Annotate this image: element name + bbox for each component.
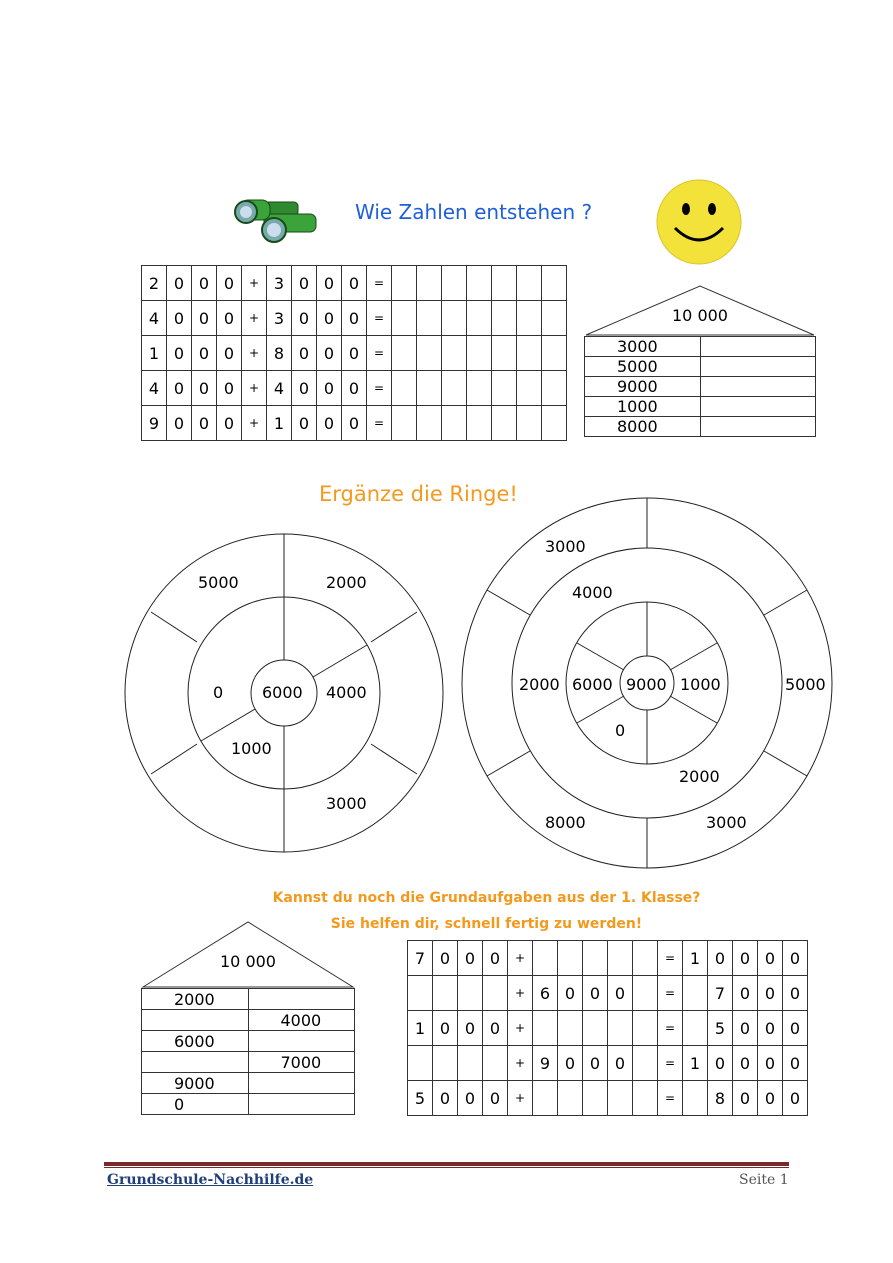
- grid-cell[interactable]: 0: [583, 976, 608, 1011]
- house-cell-right[interactable]: [700, 337, 816, 357]
- grid-row: [142, 336, 567, 371]
- grid-cell[interactable]: +: [508, 1081, 533, 1116]
- grid-cell[interactable]: 0: [292, 336, 317, 371]
- grid-cell[interactable]: 0: [433, 1081, 458, 1116]
- number-house-2: [141, 920, 355, 1115]
- grid-cell[interactable]: 0: [783, 976, 808, 1011]
- grid-cell[interactable]: 0: [783, 1046, 808, 1081]
- grid-cell[interactable]: 0: [317, 266, 342, 301]
- grid-cell[interactable]: 0: [342, 406, 367, 441]
- grid-cell[interactable]: 0: [608, 1046, 633, 1081]
- house-cell-right[interactable]: [248, 989, 355, 1010]
- grid-cell[interactable]: 0: [192, 371, 217, 406]
- grid-cell[interactable]: 0: [192, 266, 217, 301]
- grid-cell[interactable]: 0: [758, 976, 783, 1011]
- grid-row: [142, 406, 567, 441]
- house-row: [585, 417, 816, 437]
- grid-cell[interactable]: 5: [708, 1011, 733, 1046]
- grid-cell[interactable]: [442, 301, 467, 336]
- grid-cell[interactable]: 0: [292, 266, 317, 301]
- grid-cell[interactable]: 0: [558, 976, 583, 1011]
- grid-cell[interactable]: 0: [167, 371, 192, 406]
- page-title: Wie Zahlen entstehen ?: [355, 200, 593, 224]
- grid-cell[interactable]: [633, 976, 658, 1011]
- grid-cell[interactable]: 0: [217, 266, 242, 301]
- house-cell-left[interactable]: 9000: [142, 1073, 249, 1094]
- grid-cell[interactable]: [492, 301, 517, 336]
- ring-right-label: 5000: [785, 675, 826, 694]
- addition-grid-1: [141, 265, 567, 441]
- house-cell-left[interactable]: [142, 1010, 249, 1031]
- grid-cell[interactable]: 8: [708, 1081, 733, 1116]
- grid-cell[interactable]: [417, 406, 442, 441]
- ring-left-label: 1000: [231, 739, 272, 758]
- grid-cell[interactable]: [467, 371, 492, 406]
- grid-cell[interactable]: [533, 1011, 558, 1046]
- grid-cell[interactable]: [542, 266, 567, 301]
- house-cell-left[interactable]: 8000: [585, 417, 701, 437]
- grid-cell[interactable]: [433, 976, 458, 1011]
- grid-cell[interactable]: 5: [408, 1081, 433, 1116]
- grid-cell[interactable]: [417, 301, 442, 336]
- grid-cell[interactable]: 1: [408, 1011, 433, 1046]
- ring-right-label: 3000: [706, 813, 747, 832]
- grid-cell[interactable]: [392, 301, 417, 336]
- grid-cell[interactable]: =: [367, 336, 392, 371]
- grid-cell[interactable]: 4: [267, 371, 292, 406]
- grid-cell[interactable]: [558, 1081, 583, 1116]
- grid-cell[interactable]: 0: [783, 1011, 808, 1046]
- grid-cell[interactable]: [683, 1081, 708, 1116]
- grid-cell[interactable]: 0: [558, 1046, 583, 1081]
- house-cell-left[interactable]: 2000: [142, 989, 249, 1010]
- task2-heading: [0, 885, 893, 937]
- house-cell-left[interactable]: 6000: [142, 1031, 249, 1052]
- grid-cell[interactable]: [633, 1011, 658, 1046]
- grid-cell[interactable]: 0: [458, 941, 483, 976]
- grid-cell[interactable]: +: [242, 406, 267, 441]
- grid-cell[interactable]: +: [508, 976, 533, 1011]
- house-cell-right[interactable]: [700, 397, 816, 417]
- footer-rule-thin: [104, 1167, 789, 1168]
- grid-cell[interactable]: 0: [708, 941, 733, 976]
- grid-cell[interactable]: [608, 1081, 633, 1116]
- number-house-1: [584, 284, 816, 437]
- grid-cell[interactable]: 0: [217, 371, 242, 406]
- house-cell-right[interactable]: [700, 357, 816, 377]
- ring-right-label: 1000: [680, 675, 721, 694]
- grid-cell[interactable]: [633, 1046, 658, 1081]
- grid-cell[interactable]: [417, 336, 442, 371]
- grid-cell[interactable]: [492, 336, 517, 371]
- grid-row: [408, 976, 808, 1011]
- grid-cell[interactable]: [467, 301, 492, 336]
- house-row: [142, 1094, 355, 1115]
- grid-cell[interactable]: 7: [708, 976, 733, 1011]
- grid-cell[interactable]: 0: [192, 336, 217, 371]
- house-row: [585, 337, 816, 357]
- ring-left-label: 4000: [326, 683, 367, 702]
- ring-left-label: 0: [213, 683, 224, 702]
- grid-cell[interactable]: [542, 336, 567, 371]
- grid-cell[interactable]: 0: [433, 941, 458, 976]
- grid-cell[interactable]: 0: [192, 301, 217, 336]
- grid-cell[interactable]: 0: [317, 371, 342, 406]
- grid-cell[interactable]: 9: [142, 406, 167, 441]
- grid-cell[interactable]: 9: [533, 1046, 558, 1081]
- grid-cell[interactable]: 0: [608, 976, 633, 1011]
- house-cell-right[interactable]: [700, 417, 816, 437]
- grid-cell[interactable]: [442, 266, 467, 301]
- addition-grid-2: [407, 940, 808, 1116]
- grid-cell[interactable]: =: [367, 371, 392, 406]
- grid-cell[interactable]: 8: [267, 336, 292, 371]
- grid-cell[interactable]: 0: [483, 1081, 508, 1116]
- grid-cell[interactable]: +: [242, 266, 267, 301]
- grid-cell[interactable]: [558, 941, 583, 976]
- grid-cell[interactable]: [533, 941, 558, 976]
- grid-cell[interactable]: 0: [733, 1081, 758, 1116]
- grid-cell[interactable]: [583, 1081, 608, 1116]
- grid-cell[interactable]: [517, 301, 542, 336]
- grid-cell[interactable]: [483, 1046, 508, 1081]
- grid-row: [142, 266, 567, 301]
- grid-cell[interactable]: [542, 406, 567, 441]
- grid-cell[interactable]: [483, 976, 508, 1011]
- grid-cell[interactable]: 6: [533, 976, 558, 1011]
- grid-cell[interactable]: [517, 336, 542, 371]
- grid-cell[interactable]: 0: [317, 336, 342, 371]
- task2-heading-line: Sie helfen dir, schnell fertig zu werden!: [330, 916, 643, 932]
- grid-cell[interactable]: [458, 1046, 483, 1081]
- house-cell-right[interactable]: 4000: [248, 1010, 355, 1031]
- grid-cell[interactable]: [542, 371, 567, 406]
- house-row: [142, 1010, 355, 1031]
- house-cell-right[interactable]: [700, 377, 816, 397]
- grid-cell[interactable]: [492, 371, 517, 406]
- grid-cell[interactable]: 0: [292, 371, 317, 406]
- grid-cell[interactable]: 0: [292, 301, 317, 336]
- grid-cell[interactable]: =: [658, 941, 683, 976]
- grid-cell[interactable]: 0: [458, 1081, 483, 1116]
- grid-cell[interactable]: =: [367, 266, 392, 301]
- grid-cell[interactable]: [517, 406, 542, 441]
- grid-cell[interactable]: [392, 406, 417, 441]
- grid-cell[interactable]: 2: [142, 266, 167, 301]
- grid-cell[interactable]: [517, 371, 542, 406]
- grid-cell[interactable]: [542, 301, 567, 336]
- grid-cell[interactable]: =: [658, 1081, 683, 1116]
- grid-cell[interactable]: =: [658, 1046, 683, 1081]
- house-cell-left[interactable]: 9000: [585, 377, 701, 397]
- grid-cell[interactable]: 0: [733, 1046, 758, 1081]
- grid-cell[interactable]: 0: [342, 336, 367, 371]
- ring-right-label: 6000: [572, 675, 613, 694]
- grid-cell[interactable]: 0: [758, 1046, 783, 1081]
- grid-cell[interactable]: 0: [342, 301, 367, 336]
- house-row: [585, 377, 816, 397]
- grid-cell[interactable]: 1: [683, 941, 708, 976]
- grid-cell[interactable]: [417, 266, 442, 301]
- house-row: [142, 989, 355, 1010]
- grid-cell[interactable]: [467, 336, 492, 371]
- grid-cell[interactable]: [608, 1011, 633, 1046]
- grid-cell[interactable]: 0: [483, 1011, 508, 1046]
- grid-cell[interactable]: 0: [217, 406, 242, 441]
- ring-right-label: 3000: [545, 537, 586, 556]
- grid-cell[interactable]: 3: [267, 266, 292, 301]
- grid-cell[interactable]: 0: [167, 266, 192, 301]
- grid-cell[interactable]: [683, 1011, 708, 1046]
- grid-row: [408, 1081, 808, 1116]
- grid-cell[interactable]: [608, 941, 633, 976]
- grid-cell[interactable]: 0: [167, 336, 192, 371]
- grid-cell[interactable]: =: [367, 301, 392, 336]
- grid-cell[interactable]: [442, 371, 467, 406]
- grid-cell[interactable]: [558, 1011, 583, 1046]
- grid-cell[interactable]: 0: [733, 941, 758, 976]
- grid-cell[interactable]: 0: [458, 1011, 483, 1046]
- grid-cell[interactable]: [392, 336, 417, 371]
- grid-cell[interactable]: 0: [733, 1011, 758, 1046]
- grid-cell[interactable]: [633, 1081, 658, 1116]
- grid-cell[interactable]: [408, 976, 433, 1011]
- grid-cell[interactable]: 3: [267, 301, 292, 336]
- grid-cell[interactable]: +: [508, 1046, 533, 1081]
- house-cell-left[interactable]: 5000: [585, 357, 701, 377]
- house-cell-left[interactable]: 1000: [585, 397, 701, 417]
- house-roof-label: 10 000: [672, 306, 728, 325]
- grid-cell[interactable]: 0: [758, 941, 783, 976]
- grid-cell[interactable]: [583, 1011, 608, 1046]
- grid-cell[interactable]: +: [508, 1011, 533, 1046]
- grid-cell[interactable]: [467, 406, 492, 441]
- grid-row: [408, 941, 808, 976]
- grid-cell[interactable]: [408, 1046, 433, 1081]
- grid-cell[interactable]: 0: [783, 1081, 808, 1116]
- grid-cell[interactable]: [392, 266, 417, 301]
- grid-cell[interactable]: [458, 976, 483, 1011]
- grid-cell[interactable]: [517, 266, 542, 301]
- grid-cell[interactable]: +: [242, 301, 267, 336]
- grid-cell[interactable]: =: [367, 406, 392, 441]
- grid-cell[interactable]: 1: [683, 1046, 708, 1081]
- ring-right-label: 8000: [545, 813, 586, 832]
- grid-cell[interactable]: [533, 1081, 558, 1116]
- grid-cell[interactable]: 0: [758, 1011, 783, 1046]
- grid-cell[interactable]: 0: [758, 1081, 783, 1116]
- house-row: [585, 397, 816, 417]
- grid-cell[interactable]: 0: [708, 1046, 733, 1081]
- grid-row: [408, 1046, 808, 1081]
- house-row: [142, 1052, 355, 1073]
- grid-cell[interactable]: 1: [142, 336, 167, 371]
- house-cell-left[interactable]: 3000: [585, 337, 701, 357]
- grid-cell[interactable]: 0: [733, 976, 758, 1011]
- house-row: [142, 1031, 355, 1052]
- grid-cell[interactable]: 4: [142, 371, 167, 406]
- ring-left-center: 6000: [262, 683, 303, 702]
- house-cell-right[interactable]: [248, 1031, 355, 1052]
- grid-cell[interactable]: 0: [433, 1011, 458, 1046]
- grid-cell[interactable]: [467, 266, 492, 301]
- house-row: [585, 357, 816, 377]
- grid-row: [142, 371, 567, 406]
- grid-cell[interactable]: +: [242, 336, 267, 371]
- ring-right-label: 0: [615, 721, 626, 740]
- grid-cell[interactable]: +: [508, 941, 533, 976]
- grid-cell[interactable]: [442, 406, 467, 441]
- grid-cell[interactable]: [442, 336, 467, 371]
- house-cell-right[interactable]: [248, 1094, 355, 1115]
- grid-cell[interactable]: [433, 1046, 458, 1081]
- binoculars-icon: [230, 192, 324, 244]
- smiley-icon: [655, 178, 743, 266]
- grid-row: [142, 301, 567, 336]
- ring-right-label: 2000: [679, 767, 720, 786]
- rings-title: Ergänze die Ringe!: [319, 482, 518, 506]
- grid-cell[interactable]: 7: [408, 941, 433, 976]
- grid-cell[interactable]: 0: [217, 336, 242, 371]
- grid-cell[interactable]: 1: [267, 406, 292, 441]
- grid-cell[interactable]: 0: [483, 941, 508, 976]
- page-number: Seite 1: [739, 1172, 789, 1188]
- grid-cell[interactable]: 0: [292, 406, 317, 441]
- grid-cell[interactable]: 0: [342, 266, 367, 301]
- house-cell-right[interactable]: 7000: [248, 1052, 355, 1073]
- grid-cell[interactable]: [633, 941, 658, 976]
- ring-left-label: 5000: [198, 573, 239, 592]
- house-cell-left[interactable]: [142, 1052, 249, 1073]
- grid-cell[interactable]: 0: [317, 301, 342, 336]
- house-cell-right[interactable]: [248, 1073, 355, 1094]
- ring-right-label: 2000: [519, 675, 560, 694]
- ring-right-label: 4000: [572, 583, 613, 602]
- grid-cell[interactable]: =: [658, 976, 683, 1011]
- ring-right-center: 9000: [626, 675, 667, 694]
- grid-cell[interactable]: 0: [167, 301, 192, 336]
- grid-cell[interactable]: 0: [192, 406, 217, 441]
- ring-left-label: 3000: [326, 794, 367, 813]
- grid-cell[interactable]: [417, 371, 442, 406]
- grid-cell[interactable]: 4: [142, 301, 167, 336]
- task2-heading-line: Kannst du noch die Grundaufgaben aus der 1. Klasse?: [272, 890, 701, 906]
- grid-cell[interactable]: [683, 976, 708, 1011]
- house-row: [142, 1073, 355, 1094]
- footer-rule: [104, 1162, 789, 1166]
- house-roof-label: 10 000: [220, 952, 276, 971]
- grid-cell[interactable]: +: [242, 371, 267, 406]
- grid-cell[interactable]: 0: [317, 406, 342, 441]
- grid-cell[interactable]: [492, 266, 517, 301]
- grid-cell[interactable]: 0: [217, 301, 242, 336]
- ring-left-label: 2000: [326, 573, 367, 592]
- footer-link[interactable]: Grundschule-Nachhilfe.de: [107, 1172, 314, 1188]
- grid-cell[interactable]: [583, 941, 608, 976]
- grid-cell[interactable]: =: [658, 1011, 683, 1046]
- grid-cell[interactable]: 0: [583, 1046, 608, 1081]
- house-cell-left[interactable]: 0: [142, 1094, 249, 1115]
- grid-cell[interactable]: [392, 371, 417, 406]
- grid-cell[interactable]: 0: [783, 941, 808, 976]
- grid-row: [408, 1011, 808, 1046]
- grid-cell[interactable]: [492, 406, 517, 441]
- grid-cell[interactable]: 0: [167, 406, 192, 441]
- grid-cell[interactable]: 0: [342, 371, 367, 406]
